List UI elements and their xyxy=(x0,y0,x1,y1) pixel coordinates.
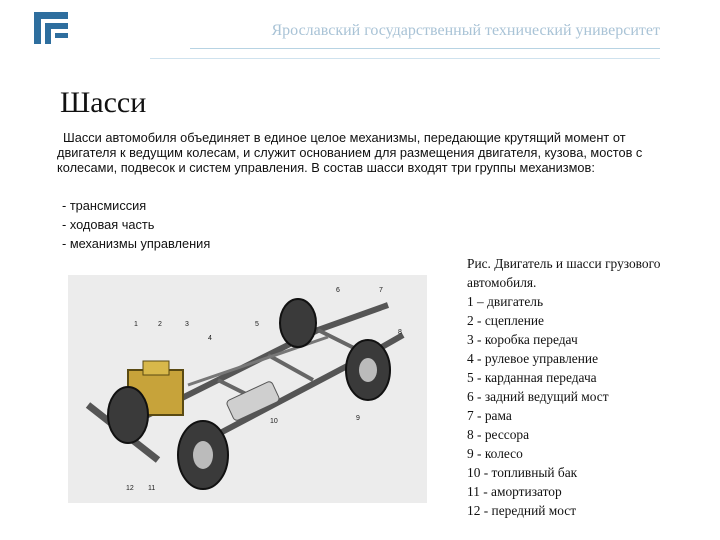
list-item: - механизмы управления xyxy=(62,236,211,251)
callout-label: 6 xyxy=(336,287,340,294)
caption-title: Рис. Двигатель и шасси грузового автомобиля. xyxy=(467,256,661,290)
legend-item: 4 - рулевое управление xyxy=(467,351,599,366)
legend-item: 10 - топливный бак xyxy=(467,465,578,480)
legend-item: 2 - сцепление xyxy=(467,313,544,328)
callout-label: 5 xyxy=(255,321,259,328)
callout-label: 4 xyxy=(208,335,212,342)
list-item: - ходовая часть xyxy=(62,217,155,232)
legend-item: 7 - рама xyxy=(467,408,512,423)
header-divider-secondary xyxy=(150,58,660,59)
intro-paragraph xyxy=(57,130,687,175)
callout-label: 11 xyxy=(148,485,156,492)
university-logo-icon xyxy=(34,12,68,44)
intro-paragraph-text: Шасси автомобиля объединяет в единое целое механизмы, передающие крутящий момент от двигателя к ведущим колесам, и служит основанием для размещения двигателя, кузова, мостов с колесами, подвесок и систем управления. В состав шасси входят три группы механизмов: xyxy=(57,130,643,175)
legend-item: 12 - передний мост xyxy=(467,503,577,518)
legend-item: 9 - колесо xyxy=(467,446,523,461)
chassis-illustration xyxy=(68,275,427,503)
header-divider xyxy=(190,48,660,49)
legend-item: 11 - амортизатор xyxy=(467,484,562,499)
callout-label: 7 xyxy=(379,287,383,294)
legend-item: 8 - рессора xyxy=(467,427,530,442)
legend-item: 3 - коробка передач xyxy=(467,332,578,347)
mechanism-groups-list xyxy=(62,196,210,253)
list-item: - трансмиссия xyxy=(62,198,147,213)
legend-item: 6 - задний ведущий мост xyxy=(467,389,609,404)
figure-caption xyxy=(467,254,707,520)
legend-item: 1 – двигатель xyxy=(467,294,544,309)
callout-label: 3 xyxy=(185,321,189,328)
callout-label: 1 xyxy=(134,321,138,328)
callout-label: 9 xyxy=(356,415,360,422)
slide-title: Шасси xyxy=(60,86,147,119)
callout-label: 10 xyxy=(270,418,278,425)
legend-item: 5 - карданная передача xyxy=(467,370,597,385)
chassis-drawing xyxy=(68,275,427,503)
callout-label: 8 xyxy=(398,329,402,336)
university-name: Ярославский государственный технический университет xyxy=(271,22,660,39)
callout-label: 12 xyxy=(126,485,134,492)
callout-label: 2 xyxy=(158,321,162,328)
